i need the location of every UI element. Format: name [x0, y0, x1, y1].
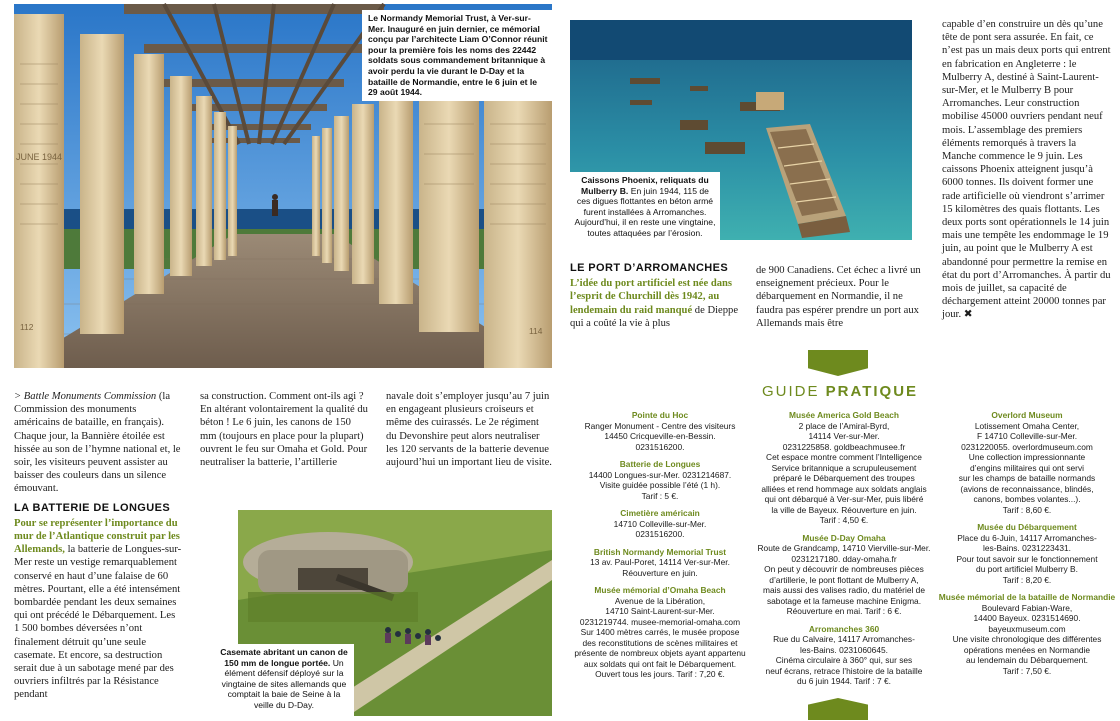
guide-entry-line: les-Bains. 0231060645. — [799, 644, 888, 655]
column-3 — [386, 390, 552, 469]
guide-column-3 — [938, 410, 1116, 683]
guide-title-bold: PRATIQUE — [825, 383, 919, 400]
caissons-photo — [570, 20, 912, 240]
port-column-b — [756, 264, 922, 330]
column-1 — [14, 390, 182, 702]
memorial-photo — [14, 4, 552, 368]
guide-title-light: GUIDE — [761, 383, 820, 400]
guide-entry-line: du 6 juin 1944. Tarif : 7 €. — [797, 676, 891, 686]
guide-entry-line: 0231219744. musee-memorial-omaha.com — [579, 616, 741, 627]
guide-entry-line: Tarif : 4,50 €. — [819, 515, 869, 525]
guide-entry-name: Batterie de Longues — [619, 459, 701, 469]
guide-entry-line: Rue du Calvaire, 14117 Arromanches- — [773, 634, 915, 644]
guide-entry-line: Sur 1400 mètres carrés, le musée propose — [580, 627, 740, 637]
guide-entry-line: 2 place de l’Amiral-Byrd, — [798, 420, 890, 431]
port-col-b: de 900 Canadiens. Cet échec a livré un enseignement précieux. Pour le débarquement en Normandie, il ne faudra pas espérer prendre un port aux Allemands mais être — [756, 265, 921, 329]
guide-column-2 — [754, 410, 934, 694]
guide-entry-line: qui ont débarqué à Ver-sur-Mer, puis libéré — [764, 494, 924, 504]
guide-title — [700, 383, 980, 400]
guide-entry-line: Cinéma circulaire à 360° qui, sur ses — [775, 655, 913, 665]
guide-entry-line: mais aussi des valises radio, du matériel de — [763, 585, 925, 595]
guide-entry-line: Tarif : 8,60 €. — [1002, 504, 1052, 515]
col1-lead: Pour se représenter l’importance du mur de l’Atlantique construit par les Allemands, — [14, 517, 180, 556]
port-heading: LE PORT D’ARROMANCHES — [570, 262, 729, 274]
guide-entry — [754, 410, 934, 526]
guide-entry-line: (avions de reconnaissance, blindés, — [960, 483, 1094, 494]
col1-text: (la Commission des monuments américains de bataille, en français). Chaque jour, la Bannière étoilée est hissée au son de l’hymne national et, le soir, les visiteurs peuvent assister au baisser des couleurs dans un silence émouvant. — [14, 391, 181, 495]
column-2 — [200, 390, 368, 469]
guide-entry-name: Musée mémorial de la bataille de Normandie — [938, 592, 1116, 602]
guide-entry-name: Cimetière américain — [620, 508, 700, 518]
guide-entry-line: au lendemain du Débarquement. — [966, 655, 1088, 665]
guide-entry-line: Service britannique a scrupuleusement — [771, 462, 917, 473]
port-column-a — [570, 262, 740, 330]
guide-entry-name: Musée du Débarquement — [977, 522, 1077, 532]
guide-entry-line: 0231516200. — [635, 529, 685, 539]
guide-entry-line: Place du 6-Juin, 14117 Arromanches- — [957, 532, 1097, 543]
guide-entry-line: 14710 Colleville-sur-Mer. — [613, 518, 707, 529]
guide-entry-line: Réouverture en juin. — [622, 567, 698, 578]
casemate-caption — [214, 644, 354, 716]
guide-entry-line: Tarif : 5 €. — [641, 490, 679, 501]
casemate-caption-text: Un élément défensif déployé sur la vingtaine de sites allemands que comptait la baie de Seine à la veille du D-Day. — [221, 657, 347, 710]
guide-entry-name: Overlord Museum — [991, 410, 1063, 420]
guide-entry — [754, 624, 934, 687]
guide-entry-line: Une collection impressionnante — [968, 452, 1086, 462]
guide-entry-line: préparé le Débarquement des troupes — [773, 473, 915, 483]
guide-entry — [570, 459, 750, 501]
guide-entry — [570, 508, 750, 540]
guide-entry-line: Route de Grandcamp, 14710 Vierville-sur-Mer. — [757, 543, 931, 553]
port-text: de Dieppe qui a coûté la vie à plus — [570, 304, 739, 329]
caissons-caption — [570, 172, 720, 240]
guide-entry-line: canons, bombes volantes...). — [973, 494, 1081, 504]
guide-entry-line: On peut y découvrir de nombreuses pièces — [764, 564, 924, 574]
guide-entry-name: Musée America Gold Beach — [789, 410, 899, 420]
guide-entry-line: d’engins militaires qui ont servi — [969, 462, 1085, 473]
guide-entry-line: F 14710 Colleville-sur-Mer. — [976, 431, 1078, 441]
guide-entry-line: d’artillerie, le pont flottant de Mulberry A, — [769, 574, 919, 585]
guide-entry-line: 14710 Saint-Laurent-sur-Mer. — [605, 606, 715, 616]
port-col-c: capable d’en construire un dès qu’une tête de pont sera assurée. En fait, ce n’est pas un mais deux ports qui entrent en fabrication en Angleterre : le Mulberry A, destiné à Saint-Laurent-sur-Mer, et le Mulberry B pour Arromanches. Leur construction mobilise 45000 ouvriers pendant neuf mois. L’assemblage des premiers éléments remorqués à travers la Manche commence le 9 juin. Les caissons Phoenix atteignent jusqu’à 6000 tonnes. Ils doivent former une rade artificielle où viendront s’arrimer 15 kilomètres des quais flottants. Les deux ports sont opérationnels le 14 juin mais une tempête les endommage le 19 juin, au point que le Mulberry A est abandonné pour permettre la remise en état du port d’Arromanches. À partir du mois de juillet, sa capacité de déchargement atteint 20000 tonnes par jour. ✖ — [942, 19, 1111, 321]
guide-tab-top — [808, 350, 868, 376]
guide-entry-line: Visite guidée possible l’été (1 h). — [599, 480, 721, 490]
guide-entry-line: Avenue de la Libération, — [614, 595, 706, 606]
memorial-caption — [362, 10, 552, 101]
memorial-caption-text: Inauguré en juin dernier, ce mémorial conçu par l’architecte Liam O’Connor réunit pour la première fois les noms des 22442 soldats sous commandement britannique à avoir perdu la vie durant le D-Day et la bataille de Normandie, entre le 6 juin et le 29 août 1944. — [368, 23, 548, 98]
casemate-caption-title: Casemate abritant un canon de 150 mm de longue portée. — [220, 647, 348, 668]
guide-entry-line: Ranger Monument - Centre des visiteurs — [584, 420, 736, 431]
guide-entry-line: des reconstitutions de scènes militaires et — [582, 637, 738, 648]
guide-column-1 — [570, 410, 750, 687]
guide-entry-line: 14450 Cricqueville-en-Bessin. — [604, 431, 716, 441]
guide-entry-line: présente de nombreux objets ayant appartenu — [574, 648, 746, 658]
casemate-photo — [220, 510, 552, 716]
pillar-number-left: 112 — [20, 322, 34, 332]
pillar-number-right: 114 — [529, 326, 543, 336]
guide-entry — [570, 410, 750, 452]
guide-entry-line: Boulevard Fabian-Ware, — [981, 602, 1073, 613]
guide-entry-line: 13 av. Paul-Poret, 14114 Ver-sur-Mer. — [590, 557, 730, 567]
guide-entry-name: British Normandy Memorial Trust — [593, 546, 727, 557]
guide-entry-name: Musée D-Day Omaha — [802, 532, 886, 543]
col2-text: sa construction. Comment ont-ils agi ? En altérant volontairement la qualité du béton ! Le 6 juin, les canons de 150 mm (toujours en place pour la plupart) ouvrent le feu sur Omaha et Gold. Pour neutraliser la batterie, l’artillerie — [200, 391, 368, 469]
guide-entry — [754, 533, 934, 617]
guide-entry-line: 14400 Bayeux. 0231514690. — [973, 613, 1081, 623]
guide-entry-line: opérations menées en Normandie — [963, 644, 1091, 655]
guide-entry-line: 0231220055. overlordmuseum.com — [961, 441, 1093, 452]
guide-entry-line: Pour tout savoir sur le fonctionnement — [956, 553, 1098, 564]
guide-entry-line: 0231225858. goldbeachmusee.fr — [782, 441, 906, 452]
guide-entry-line: Cet espace montre comment l’Intelligence — [766, 452, 922, 462]
guide-entry-line: la ville de Bayeux. Réouverture en juin. — [771, 504, 917, 515]
guide-entry-line: 0231516200. — [635, 441, 685, 452]
guide-entry-line: sur les champs de bataille normands — [958, 473, 1096, 483]
memorial-caption-title: Le Normandy Memorial Trust, à Ver-sur-Mer. — [368, 13, 531, 34]
col1-italic: > Battle Monuments Commission — [14, 391, 157, 402]
guide-entry — [570, 547, 750, 579]
col3-text: navale doit s’employer jusqu’au 7 juin en engageant plusieurs croiseurs et même des cuirassés. Le 2e régiment du Devonshire peut alors neutraliser les 120 servants de la batterie devenue aujourd’hui un important lieu de visite. — [386, 391, 552, 469]
port-lead: L’idée du port artificiel est née dans l’esprit de Churchill dès 1942, au lendemain du raid manqué — [570, 278, 733, 316]
guide-entry-line: 0231217180. dday-omaha.fr — [791, 553, 897, 564]
col1-text2: la batterie de Longues-sur-Mer reste un vestige remarquablement conservé en haut d’une falaise de 60 mètres. Pourtant, elle a été intensément bombardée pendant les deux semaines qui ont précédé le Débarquement. Les 1 500 bombes déversées n’ont finalement détruit qu’une seule casemate. Et encore, sa destruction serait due à un sabotage mené par des ouvriers infiltrés par la Résistance pendant — [14, 544, 182, 701]
guide-tab-bottom — [808, 698, 868, 720]
guide-entry — [938, 410, 1116, 515]
pillar-text: JUNE 1944 — [16, 152, 63, 162]
guide-entry-line: alliées et rend hommage aux soldats anglais — [761, 483, 927, 494]
guide-entry-name: Pointe du Hoc — [631, 410, 689, 420]
guide-entry-line: 14114 Ver-sur-Mer. — [808, 431, 880, 441]
guide-entry-line: bayeuxmuseum.com — [988, 623, 1066, 634]
guide-entry — [938, 592, 1116, 676]
guide-entry-line: Lotissement Omaha Center, — [974, 420, 1080, 431]
guide-entry-line: Réouverture en mai. Tarif : 6 €. — [786, 606, 902, 616]
guide-entry-line: Ouvert tous les jours. Tarif : 7,20 €. — [595, 669, 725, 679]
col1-heading: LA BATTERIE DE LONGUES — [14, 501, 171, 514]
guide-entry-line: du port artificiel Mulberry B. — [976, 564, 1078, 574]
guide-entry-line: aux soldats qui ont fait le Débarquement. — [583, 658, 737, 669]
guide-entry — [570, 585, 750, 680]
guide-entry-line: neuf écrans, retrace l’histoire de la bataille — [765, 665, 923, 676]
guide-entry-line: 14400 Longues-sur-Mer. 0231214687. — [588, 469, 732, 480]
guide-entry-line: sabotage et la fameuse machine Enigma. — [766, 595, 922, 606]
caissons-caption-title: Caissons Phoenix, reliquats du Mulberry B. — [581, 175, 709, 196]
guide-entry-name: Arromanches 360 — [808, 623, 880, 634]
guide-entry-name: Musée mémorial d’Omaha Beach — [594, 585, 726, 595]
guide-entry-line: les-Bains. 0231223431. — [982, 543, 1071, 553]
guide-entry-line: Tarif : 8,20 €. — [1002, 574, 1052, 585]
port-column-c — [942, 18, 1112, 322]
guide-entry-line: Tarif : 7,50 €. — [1002, 665, 1052, 676]
guide-entry-line: Une visite chronologique des différentes — [952, 634, 1102, 644]
caissons-caption-text: En juin 1944, 115 de ces digues flottantes en béton armé furent installées à Arromanches. Aujourd’hui, il en reste une vingtaine, toutes attaquées par l’érosion. — [574, 185, 716, 238]
guide-entry — [938, 522, 1116, 585]
